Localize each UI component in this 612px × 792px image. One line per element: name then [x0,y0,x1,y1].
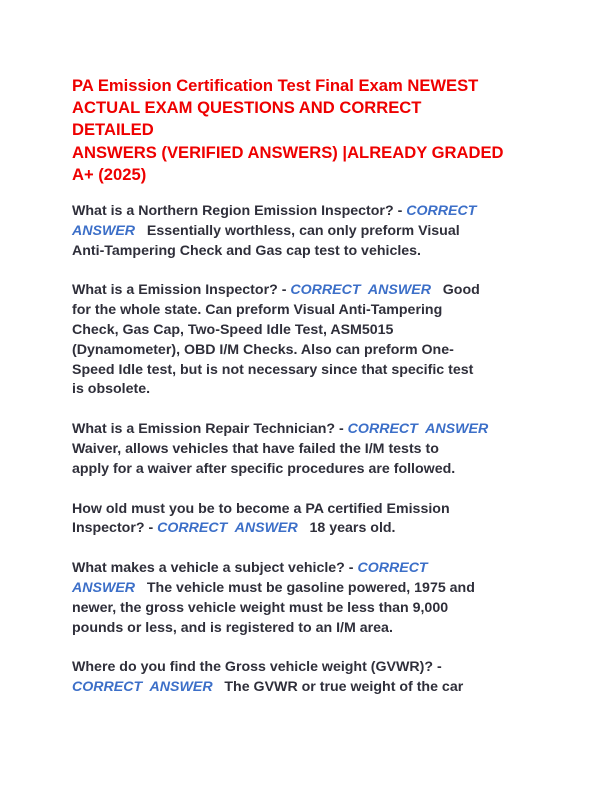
answer-text: is obsolete. [72,381,151,398]
answer-tag: CORRECT [406,203,477,220]
answer-tag: CORRECT ANSWER [290,282,431,299]
qa-line [72,658,542,678]
answer-tag: CORRECT [357,560,428,577]
answer-text: apply for a waiver after specific procedures are followed. [72,460,456,477]
question-text: What is a Emission Inspector? - [72,282,291,299]
answer-text: Check, Gas Cap, Two-Speed Idle Test, ASM5015 [72,322,394,338]
answer-text: The GVWR or true weight of the car [212,679,464,696]
answer-text: Waiver, allows vehicles that have failed the I/M tests to [72,440,439,457]
document-page [72,75,542,718]
qa-line [72,380,542,400]
answer-text: The vehicle must be gasoline powered, 1975 and [135,579,475,596]
title-line: DETAILED [72,120,154,140]
qa-line [72,222,542,242]
answer-text: Essentially worthless, can only preform Visual [135,222,460,239]
answer-text: Anti-Tampering Check and Gas cap test to vehicles. [72,242,421,259]
document-title [72,75,542,186]
answer-tag: CORRECT ANSWER [347,421,489,438]
question-text: Inspector? - [72,520,158,537]
title-line: ACTUAL EXAM QUESTIONS AND CORRECT [72,98,422,118]
question-text: What is a Emission Repair Technician? - [72,421,348,438]
answer-text: pounds or less, and is registered to an I/M area. [72,619,393,636]
answer-text: Good [430,282,480,299]
question-text: How old must you be to become a PA certified Emission [72,500,450,517]
question-text: What is a Northern Region Emission Inspector? - [72,203,407,220]
title-line: A+ (2025) [72,164,147,184]
qa-line [72,361,542,381]
qa-line [72,460,542,480]
title-line: ANSWERS (VERIFIED ANSWERS) |ALREADY GRADED [72,142,504,162]
qa-line [72,242,542,262]
qa-line [72,678,542,698]
qa-block [72,658,542,698]
qa-line [72,281,542,301]
answer-tag: ANSWER [72,579,136,596]
qa-block [72,281,542,400]
qa-block [72,202,542,261]
answer-text: 18 years old. [297,520,396,537]
qa-line [72,619,542,639]
title-line: PA Emission Certification Test Final Exam NEWEST [72,76,479,95]
qa-block [72,559,542,638]
qa-line [72,420,542,440]
qa-line [72,500,542,520]
answer-text: (Dynamometer), OBD I/M Checks. Also can preform One- [72,341,454,358]
qa-line [72,202,542,222]
answer-tag: CORRECT ANSWER [157,520,298,537]
qa-block [72,500,542,540]
answer-tag: CORRECT ANSWER [72,679,213,696]
qa-line [72,301,542,321]
qa-line [72,559,542,579]
answer-text: newer, the gross vehicle weight must be less than 9,000 [72,599,449,616]
qa-line [72,599,542,619]
qa-line [72,440,542,460]
answer-tag: ANSWER [72,222,136,239]
question-text: What makes a vehicle a subject vehicle? - [72,560,358,577]
qa-line [72,321,542,341]
qa-line [72,579,542,599]
qa-block [72,420,542,479]
answer-text: Speed Idle test, but is not necessary since that specific test [72,361,474,378]
qa-line [72,519,542,539]
question-text: Where do you find the Gross vehicle weight (GVWR)? - [72,659,442,676]
qa-line [72,341,542,361]
answer-text: for the whole state. Can preform Visual Anti-Tampering [72,302,443,319]
